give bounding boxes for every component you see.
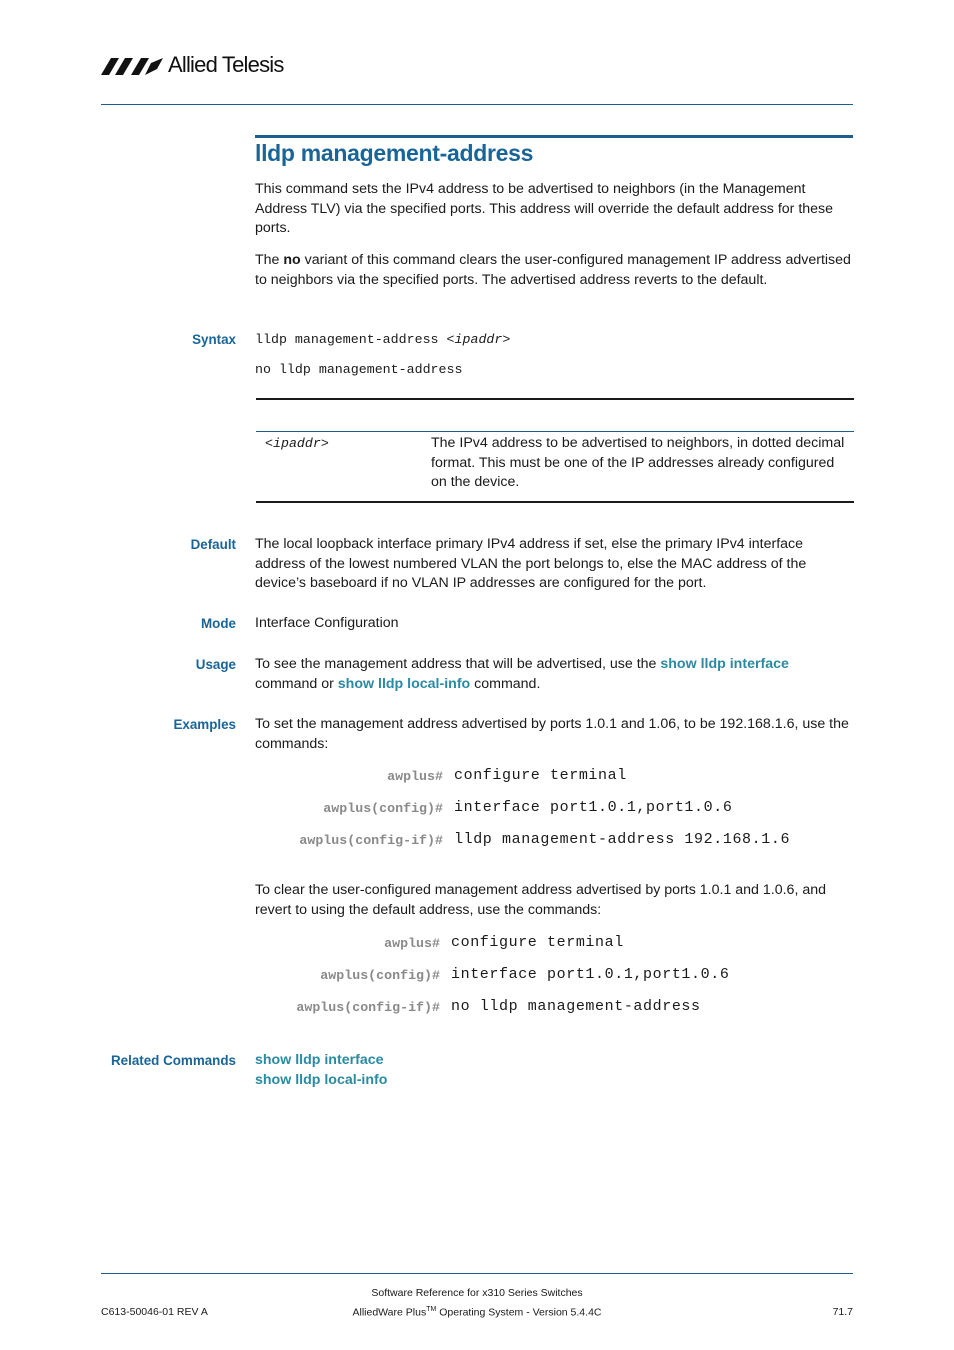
- intro-paragraph-2: The no variant of this command clears the user-configured management IP address advertised to neighbors via the specified ports. The advertised address reverts to the default.: [255, 252, 851, 288]
- syntax-label: Syntax: [192, 332, 236, 347]
- header-divider: [101, 104, 853, 105]
- param-table-top-rule: [256, 398, 854, 400]
- intro-paragraph-1: This command sets the IPv4 address to be advertised to neighbors (in the Management Address TLV) via the specified ports. This address will override the default address for these ports.: [255, 181, 834, 237]
- footer-doc-title: Software Reference for x310 Series Switches: [371, 1287, 583, 1299]
- page-title: lldp management-address: [255, 140, 534, 166]
- example-command: lldp management-address 192.168.1.6: [454, 831, 791, 848]
- param-name: <ipaddr>: [265, 436, 329, 451]
- examples-label: Examples: [173, 717, 236, 732]
- example-prompt: awplus#: [387, 769, 443, 784]
- usage-text: To see the management address that will be advertised, use the show lldp interface command or show lldp local-info command.: [255, 656, 789, 692]
- default-text: The local loopback interface primary IPv4 address if set, else the primary IPv4 interface address of the lowest numbered VLAN the port belongs to, else the MAC address of the device’s baseboard if no VLAN IP addresses are configured for the port.: [255, 536, 807, 592]
- related-link-show-lldp-interface[interactable]: show lldp interface: [255, 1052, 384, 1068]
- allied-telesis-logo-icon: [101, 55, 163, 75]
- example-command: configure terminal: [451, 934, 624, 951]
- title-rule: [255, 135, 853, 138]
- usage-label: Usage: [195, 657, 236, 672]
- allied-telesis-logo: [101, 52, 284, 78]
- show-lldp-interface-link[interactable]: show lldp interface: [660, 656, 789, 672]
- show-lldp-local-info-link[interactable]: show lldp local-info: [337, 675, 471, 692]
- example-prompt: awplus(config-if)#: [296, 1000, 440, 1015]
- param-table-header-rule: [256, 431, 854, 432]
- mode-text: Interface Configuration: [255, 615, 399, 631]
- footer-divider: [101, 1273, 853, 1274]
- example-prompt: awplus#: [384, 936, 440, 951]
- related-commands-label: Related Commands: [110, 1053, 236, 1068]
- example-prompt: awplus(config)#: [320, 968, 440, 983]
- mode-label: Mode: [201, 616, 236, 631]
- brand-name: Allied Telesis: [168, 52, 284, 77]
- examples-intro-1: To set the management address advertised by ports 1.0.1 and 1.06, to be 192.168.1.6, use the commands:: [255, 716, 849, 752]
- example-prompt: awplus(config)#: [323, 801, 443, 816]
- syntax-line-2: no lldp management-address: [255, 362, 463, 377]
- example-prompt: awplus(config-if)#: [299, 833, 443, 848]
- related-link-show-lldp-local-info[interactable]: show lldp local-info: [255, 1072, 388, 1088]
- examples-intro-2: To clear the user-configured management address advertised by ports 1.0.1 and 1.0.6, and revert to using the default address, use the commands:: [255, 882, 826, 918]
- example-command: no lldp management-address: [451, 998, 701, 1015]
- footer-doc-code: C613-50046-01 REV A: [101, 1306, 208, 1318]
- param-table-bottom-rule: [256, 501, 854, 503]
- param-description: The IPv4 address to be advertised to neighbors, in dotted decimal format. This must be one of the IP addresses already configured on the device.: [431, 435, 845, 491]
- example-command: interface port1.0.1,port1.0.6: [451, 966, 730, 983]
- example-command: configure terminal: [454, 767, 627, 784]
- default-label: Default: [190, 537, 236, 552]
- syntax-line-1: lldp management-address <ipaddr>: [255, 332, 511, 347]
- footer-os-version: AlliedWare Plus™ Operating System - Version 5.4.4C: [352, 1306, 602, 1319]
- example-command: interface port1.0.1,port1.0.6: [454, 799, 733, 816]
- footer-page-number: 71.7: [832, 1306, 853, 1318]
